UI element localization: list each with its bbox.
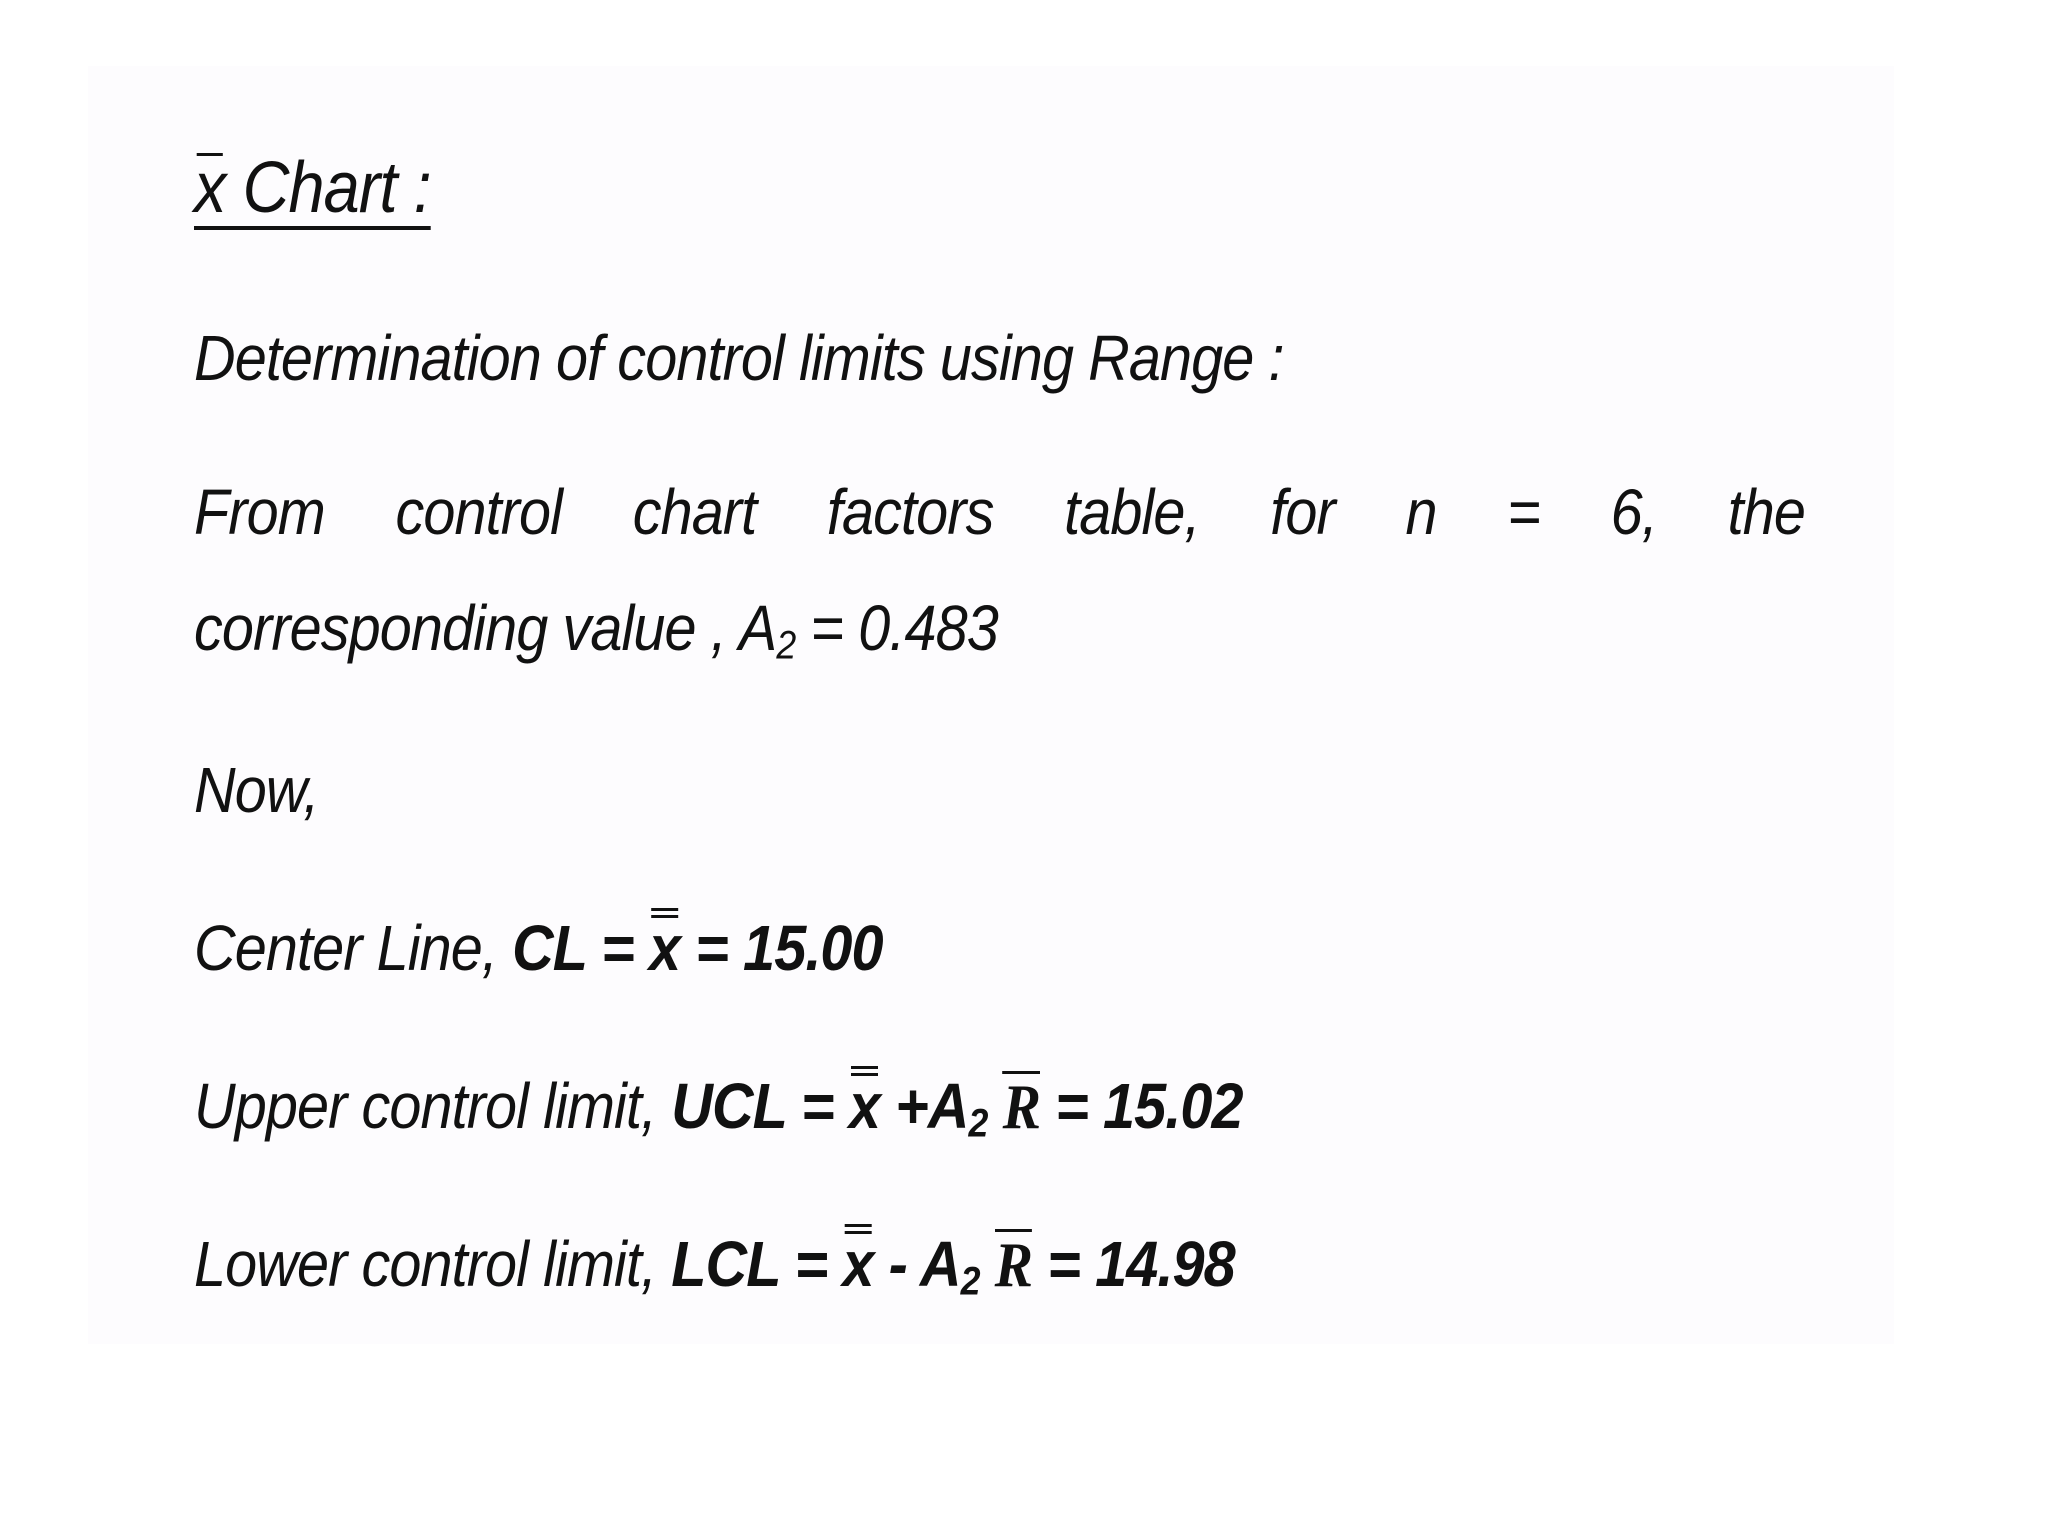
r-bar-symbol: R bbox=[1002, 1071, 1041, 1142]
determination-line: Determination of control limits using Range : bbox=[194, 322, 1284, 394]
ucl-value: = 15.02 bbox=[1055, 1070, 1243, 1142]
page-title bbox=[194, 148, 431, 230]
ucl-label: UCL = bbox=[671, 1070, 834, 1142]
from-line bbox=[194, 476, 1805, 548]
lcl-label: LCL = bbox=[671, 1228, 828, 1300]
ucl-a2: $+A_2$ bbox=[895, 1070, 988, 1146]
from-word: = bbox=[1507, 476, 1541, 548]
from-word: 6, bbox=[1610, 476, 1657, 548]
lcl-formula bbox=[194, 1228, 1235, 1304]
page-title-text: Chart : bbox=[242, 148, 431, 228]
cl-label: CL = bbox=[512, 912, 634, 984]
corresponding-prefix: corresponding value , bbox=[194, 592, 726, 664]
lcl-a2: - $A_2$ bbox=[888, 1228, 980, 1304]
corresponding-line bbox=[194, 592, 998, 668]
lcl-prefix: Lower control limit, bbox=[194, 1228, 657, 1300]
ucl-formula bbox=[194, 1070, 1243, 1146]
document-panel bbox=[88, 66, 1894, 1344]
x-double-bar-symbol: x bbox=[848, 1070, 880, 1142]
x-double-bar-symbol: x bbox=[842, 1228, 874, 1300]
center-line-prefix: Center Line, bbox=[194, 912, 497, 984]
from-word: control bbox=[395, 476, 563, 548]
x-bar-symbol: x bbox=[194, 148, 226, 228]
cl-value: = 15.00 bbox=[695, 912, 883, 984]
a2-label: $A_2$ bbox=[738, 592, 796, 668]
center-line-formula bbox=[194, 912, 883, 984]
from-word: n bbox=[1405, 476, 1437, 548]
now-line: Now, bbox=[194, 754, 319, 826]
x-double-bar-symbol: x bbox=[648, 912, 681, 984]
r-bar-symbol: R bbox=[994, 1229, 1033, 1300]
from-word: for bbox=[1270, 476, 1335, 548]
a2-value: = 0.483 bbox=[810, 592, 998, 664]
from-word: the bbox=[1727, 476, 1805, 548]
from-word: From bbox=[194, 476, 325, 548]
lcl-value: = 14.98 bbox=[1047, 1228, 1235, 1300]
from-word: factors bbox=[826, 476, 994, 548]
ucl-prefix: Upper control limit, bbox=[194, 1070, 657, 1142]
from-word: chart bbox=[632, 476, 757, 548]
from-word: table, bbox=[1064, 476, 1200, 548]
